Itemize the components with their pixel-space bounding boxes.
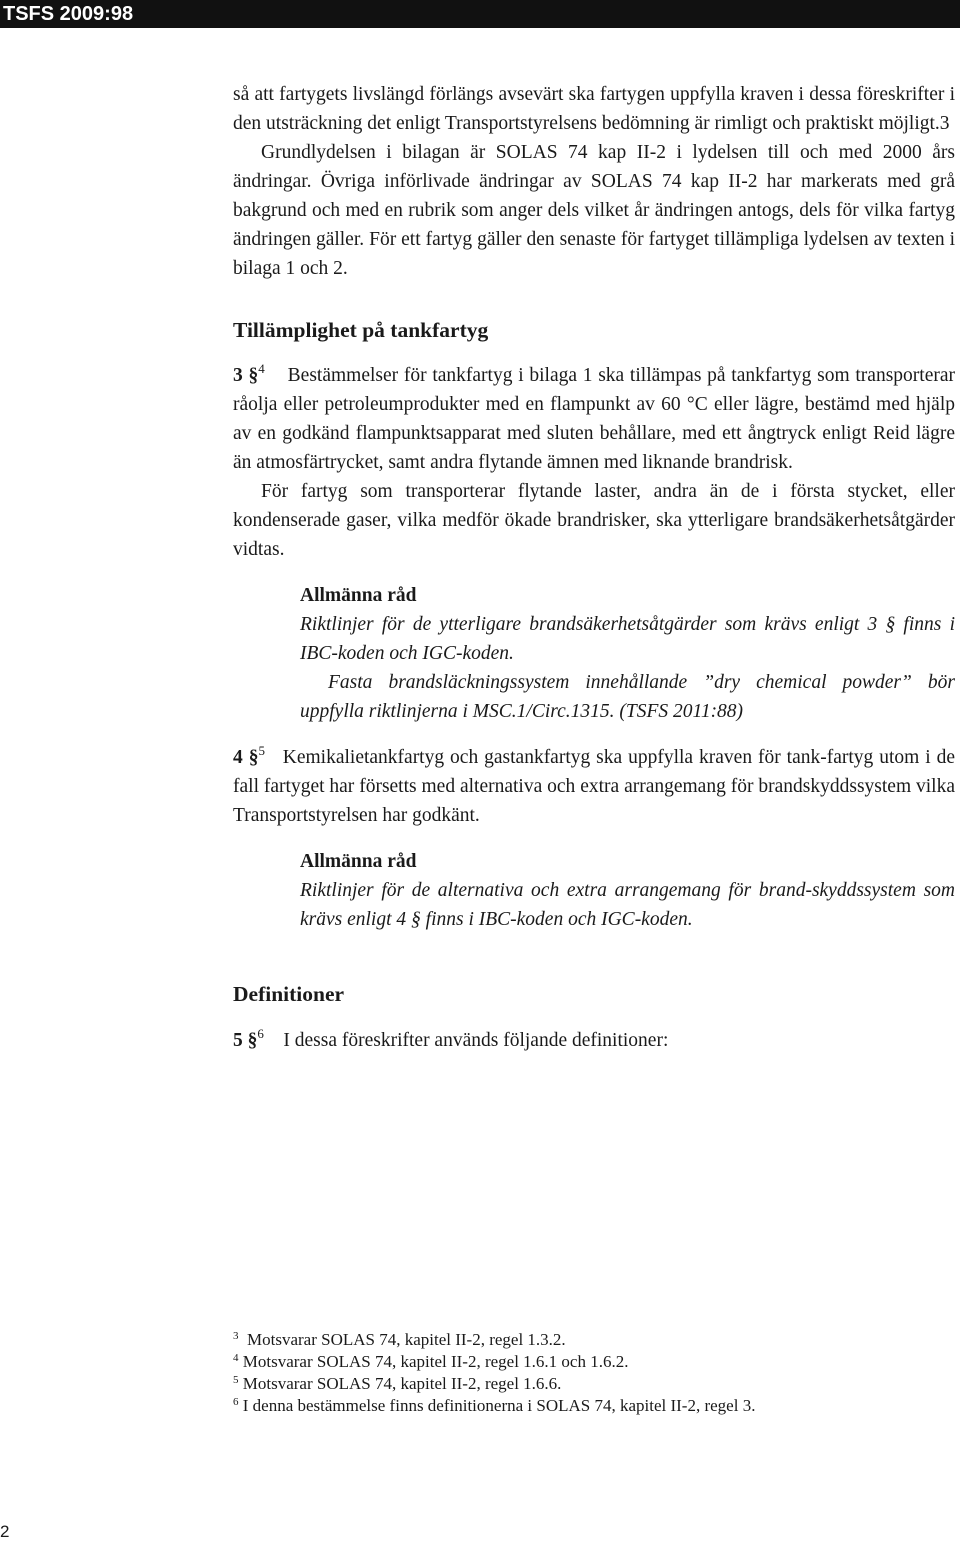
section-number: 3: [233, 365, 243, 386]
footnote: [233, 1351, 953, 1373]
paragraph-sign: §: [248, 365, 259, 386]
page-header: [0, 0, 960, 28]
page-number: 2: [0, 1522, 10, 1541]
footnote-number: 3: [233, 1330, 239, 1342]
paragraph-sign: §: [248, 747, 259, 768]
footnote-ref-6[interactable]: 6: [257, 1026, 264, 1041]
footnote-number: 5: [233, 1374, 239, 1386]
section-5-text: I dessa föreskrifter används följande definitioner:: [283, 1030, 669, 1051]
section-number: 4: [233, 747, 243, 768]
footnote-ref-3[interactable]: 3: [939, 113, 950, 134]
section-3-text: Bestämmelser för tankfartyg i bilaga 1 ska tillämpas på tankfartyg som transporterar råolja eller petroleumprodukter med en flampunkt av 60 °C eller lägre, bestämd med hjälp av en godkänd flampunktsapparat med sluten behållare, med ett ångtryck enligt Reid lägre än atmosfärtrycket, samt andra flytande ämnen med liknande brandrisk.: [233, 365, 956, 473]
main-content: [233, 80, 955, 1055]
footnote: [233, 1395, 953, 1417]
footnote: [233, 1373, 953, 1395]
heading-definitioner: Definitioner: [233, 982, 345, 1006]
advice-title: Allmänna råd: [300, 851, 417, 872]
advice-text: Riktlinjer för de alternativa och extra arrangemang för brand-skyddssystem som krävs enligt 4 § finns i IBC-koden och IGC-koden.: [300, 880, 955, 930]
footnote-ref-5[interactable]: 5: [258, 743, 265, 758]
footnote-text: Motsvarar SOLAS 74, kapitel II-2, regel 1.6.1 och 1.6.2.: [242, 1352, 629, 1371]
footnote: [233, 1329, 953, 1351]
section-number: 5: [233, 1030, 243, 1051]
footnote-ref-4[interactable]: 4: [258, 361, 265, 376]
footnote-text: Motsvarar SOLAS 74, kapitel II-2, regel 1.6.6.: [242, 1374, 562, 1393]
footnote-number: 4: [233, 1352, 239, 1364]
footnote-text: I denna bestämmelse finns definitionerna i SOLAS 74, kapitel II-2, regel 3.: [242, 1396, 756, 1415]
section-3-paragraph-2: För fartyg som transporterar flytande laster, andra än de i första stycket, eller kondenserade gaser, vilka medför ökade brandrisker, ska ytterligare brandsäkerhetsåtgärder vidtas.: [233, 481, 955, 560]
section-4-text: Kemikalietankfartyg och gastankfartyg ska uppfylla kraven för tank-fartyg utom i de fall fartyget har försetts med alternativa och extra arrangemang för brandskyddssystem vilka Transportstyrelsen har godkänt.: [233, 747, 956, 826]
advice-title: Allmänna råd: [300, 585, 417, 606]
advice-text: Riktlinjer för de ytterligare brandsäkerhetsåtgärder som krävs enligt 3 § finns i IBC-koden och IGC-koden.: [300, 614, 955, 664]
intro-paragraph-1: så att fartygets livslängd förlängs avsevärt ska fartygen uppfylla kraven i dessa föreskrifter i den utsträckning det enligt Transportstyrelsens bedömning är rimligt och praktiskt möjligt.3: [233, 84, 955, 134]
general-advice-2: [300, 847, 955, 934]
section-4: [233, 743, 955, 830]
document-id: TSFS 2009:98: [3, 3, 134, 25]
heading-tankfartyg: Tillämplighet på tankfartyg: [233, 318, 489, 342]
footnote-number: 6: [233, 1396, 239, 1408]
paragraph-sign: §: [247, 1030, 258, 1051]
section-5: [233, 1026, 955, 1055]
advice-text: Fasta brandsläckningssystem innehållande ”dry chemical powder” bör uppfylla riktlinjerna i MSC.1/Circ.1315. (TSFS 2011:88): [300, 672, 955, 722]
footnotes: [233, 1329, 953, 1417]
section-3: [233, 361, 955, 477]
footnote-text: Motsvarar SOLAS 74, kapitel II-2, regel 1.3.2.: [247, 1330, 566, 1349]
general-advice-1: [300, 581, 955, 726]
intro-paragraph-2: Grundlydelsen i bilagan är SOLAS 74 kap II-2 i lydelsen till och med 2000 års ändringar. Övriga införlivade ändringar av SOLAS 74 kap II-2 har markerats med grå bakgrund och med en rubrik som anger dels vilket år ändringen antogs, dels för vilka fartyg ändringen gäller. För ett fartyg gäller den senaste för fartyget tillämpliga lydelsen av texten i bilaga 1 och 2.: [233, 142, 955, 279]
